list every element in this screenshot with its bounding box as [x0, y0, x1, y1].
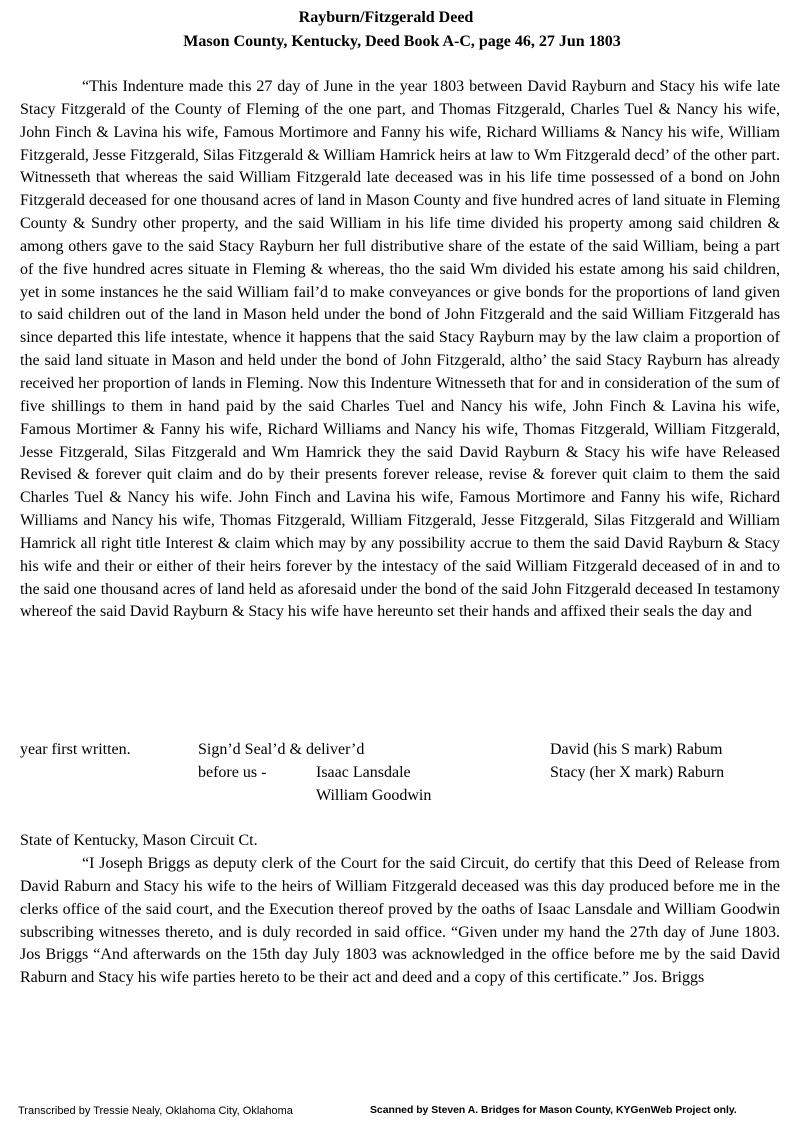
certificate-heading: State of Kentucky, Mason Circuit Ct. [20, 832, 258, 849]
deed-closing: year first written. [20, 741, 131, 758]
witness-isaac-lansdale: Isaac Lansdale [316, 764, 411, 781]
signer-stacy-raburn: Stacy (her X mark) Raburn [550, 764, 725, 781]
document-title: Rayburn/Fitzgerald Deed [298, 9, 474, 26]
document-subtitle: Mason County, Kentucky, Deed Book A-C, page 46, 27 Jun 1803 [183, 33, 621, 50]
certificate-text: “I Joseph Briggs as deputy clerk of the Court for the said Circuit, do certify that this Deed of Release from David Raburn and Stacy his wife to the heirs of William Fitzgerald deceased was this day produced before me in the clerks office of the said court, and the Execution thereof proved by the oaths of Isaac Lansdale and William Goodwin subscribing witnesses thereto, and is duly recorded in said office. “Given under my hand the 27th day of June 1803. Jos Briggs “And afterwards on the 15th day July 1803 was acknowledged in the office before me by the said David Raburn and Stacy his wife parties hereto to be their act and deed and a copy of this certificate.” Jos. Briggs [20, 855, 780, 987]
witness-william-goodwin: William Goodwin [316, 787, 432, 804]
before-us-label: before us - [198, 764, 267, 781]
deed-text: “This Indenture made this 27 day of June in the year 1803 between David Rayburn and Stacy his wife late Stacy Fitzgerald of the County of Fleming of the one part, and Thomas Fitzgerald, Charles Tuel & Nancy his wife, John Finch & Lavina his wife, Famous Mortimore and Fanny his wife, Richard Williams & Nancy his wife, William Fitzgerald, Jesse Fitzgerald, Silas Fitzgerald & William Hamrick heirs at law to Wm Fitzgerald decd’ of the other part. Witnesseth that whereas the said William Fitzgerald late deceased was in his life time possessed of a bond on John Fitzgerald deceased for one thousand acres of land in Mason County and five hundred acres of land situate in Fleming County & Sundry other property, and the said William in his life time divided his property among said children & among others gave to the said Stacy Rayburn her full distributive share of the estate of the said William, being a part of the five hundred acres situate in Fleming & whereas, tho the said Wm divided his estate among his said children, yet in some instances he the said William fail’d to make conveyances or give bonds for the proportions of land given to said children out of the land in Mason held under the bond of John Fitzgerald and the said William Fitzgerald has since departed this life intestate, whence it happens that the said Stacy Rayburn may by the law claim a proportion of the said land situate in Mason and held under the bond of John Fitzgerald, altho’ the said Stacy Rayburn has already received her proportion of lands in Fleming. Now this Indenture Witnesseth that for and in consideration of the sum of five shillings to them in hand paid by the said Charles Tuel and Nancy his wife, John Finch & Lavina his wife, Famous Mortimer & Fanny his wife, Richard Williams and Nancy his wife, Thomas Fitzgerald, William Fitzgerald, Jesse Fitzgerald, Silas Fitzgerald and Wm Hamrick they the said David Rayburn & Stacy his wife have Released Revised & forever quit claim and do by their presents forever release, revise & forever quit claim to them the said Charles Tuel & Nancy his wife. John Finch and Lavina his wife, Famous Mortimore and Fanny his wife, Richard Williams and Nancy his wife, Thomas Fitzgerald, William Fitzgerald, Jesse Fitzgerald, Silas Fitzgerald and William Hamrick all right title Interest & claim which may by any possibility accrue to them the said David Rayburn & Stacy his wife and their or either of their heirs forever by the intestacy of the said William Fitzgerald deceased of in and to the said one thousand acres of land held as aforesaid under the bond of the said John Fitzgerald deceased In testamony whereof the said David Rayburn & Stacy his wife have hereunto set their hands and affixed their seals the day and [20, 78, 780, 621]
transcriber-credit: Transcribed by Tressie Nealy, Oklahoma City, Oklahoma [18, 1105, 293, 1117]
scanner-credit: Scanned by Steven A. Bridges for Mason County, KYGenWeb Project only. [370, 1105, 737, 1116]
signer-david-raburn: David (his S mark) Rabum [550, 741, 723, 758]
signed-sealed-delivered: Sign’d Seal’d & deliver’d [198, 741, 365, 758]
